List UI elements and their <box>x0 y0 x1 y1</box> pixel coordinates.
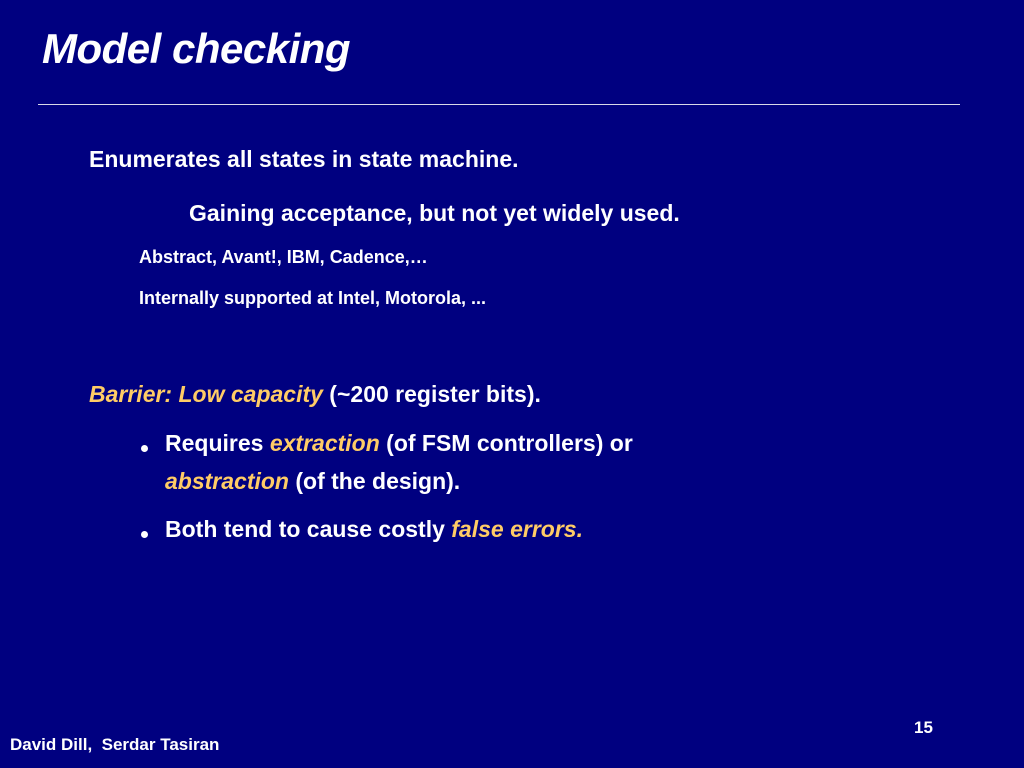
barrier-detail: (~200 register bits). <box>322 381 541 407</box>
bullet-dot-icon <box>141 445 148 452</box>
line-vendors: Abstract, Avant!, IBM, Cadence,… <box>139 247 428 267</box>
bullet-1-extraction: extraction <box>269 430 380 456</box>
barrier-emphasis: Barrier: Low capacity <box>89 381 323 407</box>
line-barrier <box>89 381 541 408</box>
bullet-1-line-2 <box>165 468 460 495</box>
slide-title: Model checking <box>42 25 351 72</box>
bullet-dot-icon <box>141 531 148 538</box>
bullet-1-post: (of the design). <box>288 468 461 494</box>
bullet-2-pre: Both tend to cause costly <box>165 516 452 542</box>
footer-author: David Dill, Serdar Tasiran <box>10 735 220 754</box>
bullet-2-false-errors: false errors. <box>451 516 583 542</box>
title-divider <box>38 104 960 105</box>
bullet-1-mid: (of FSM controllers) or <box>379 430 633 456</box>
bullet-1-pre: Requires <box>165 430 270 456</box>
line-internal-support: Internally supported at Intel, Motorola, ... <box>139 288 487 308</box>
line-gaining-acceptance: Gaining acceptance, but not yet widely used. <box>189 200 680 226</box>
line-enumerates: Enumerates all states in state machine. <box>89 146 519 172</box>
bullet-1-line-1 <box>165 430 633 457</box>
bullet-2 <box>165 516 583 543</box>
page-number: 15 <box>914 718 933 737</box>
bullet-1-abstraction: abstraction <box>165 468 289 494</box>
